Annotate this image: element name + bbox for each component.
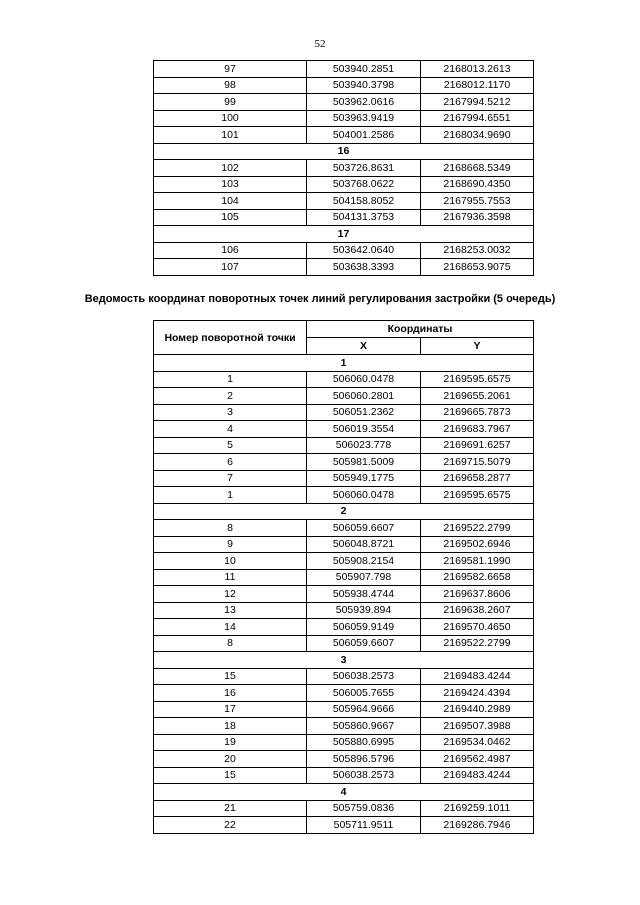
y-coordinate-cell: 2169507.3988 — [421, 718, 534, 735]
y-coordinate-cell: 2169691.6257 — [421, 437, 534, 454]
x-coordinate-cell: 504131.3753 — [307, 209, 421, 226]
table-row — [154, 470, 534, 487]
table-row — [154, 209, 534, 226]
table-row — [154, 437, 534, 454]
table-row — [154, 635, 534, 652]
point-number-cell: 17 — [154, 701, 307, 718]
y-coordinate-cell: 2169658.2877 — [421, 470, 534, 487]
table-row — [154, 586, 534, 603]
x-coordinate-cell: 506059.9149 — [307, 619, 421, 636]
table-row — [154, 536, 534, 553]
point-number-cell: 9 — [154, 536, 307, 553]
y-coordinate-cell: 2167994.5212 — [421, 94, 534, 111]
table-row — [154, 553, 534, 570]
point-number-cell: 12 — [154, 586, 307, 603]
table-row — [154, 160, 534, 177]
table-row — [154, 77, 534, 94]
point-number-cell: 100 — [154, 110, 307, 127]
x-coordinate-cell: 505949.1775 — [307, 470, 421, 487]
table-row — [154, 668, 534, 685]
table-row — [154, 602, 534, 619]
group-label: 4 — [154, 784, 534, 801]
x-coordinate-cell: 503642.0640 — [307, 242, 421, 259]
table-row — [154, 718, 534, 735]
point-number-cell: 2 — [154, 388, 307, 405]
group-label: 3 — [154, 652, 534, 669]
y-coordinate-cell: 2167994.6551 — [421, 110, 534, 127]
group-row — [154, 784, 534, 801]
x-coordinate-cell: 505907.798 — [307, 569, 421, 586]
x-coordinate-cell: 506038.2573 — [307, 767, 421, 784]
table-row — [154, 193, 534, 210]
header-y: Y — [421, 338, 534, 355]
x-coordinate-cell: 505908.2154 — [307, 553, 421, 570]
y-coordinate-cell: 2167936.3598 — [421, 209, 534, 226]
table-row — [154, 487, 534, 504]
table-row — [154, 701, 534, 718]
group-row — [154, 355, 534, 372]
x-coordinate-cell: 503962.0616 — [307, 94, 421, 111]
point-number-cell: 16 — [154, 685, 307, 702]
table-row — [154, 751, 534, 768]
point-number-cell: 15 — [154, 767, 307, 784]
x-coordinate-cell: 506048.8721 — [307, 536, 421, 553]
table-row — [154, 800, 534, 817]
table-row — [154, 767, 534, 784]
point-number-cell: 105 — [154, 209, 307, 226]
x-coordinate-cell: 506059.6607 — [307, 520, 421, 537]
group-label: 17 — [154, 226, 534, 243]
group-row — [154, 226, 534, 243]
point-number-cell: 8 — [154, 635, 307, 652]
table-row — [154, 520, 534, 537]
x-coordinate-cell: 505759.0836 — [307, 800, 421, 817]
point-number-cell: 6 — [154, 454, 307, 471]
x-coordinate-cell: 503940.2851 — [307, 61, 421, 78]
y-coordinate-cell: 2169286.7946 — [421, 817, 534, 834]
point-number-cell: 21 — [154, 800, 307, 817]
table-row — [154, 61, 534, 78]
point-number-cell: 13 — [154, 602, 307, 619]
point-number-cell: 104 — [154, 193, 307, 210]
coordinates-table — [153, 320, 534, 834]
x-coordinate-cell: 505981.5009 — [307, 454, 421, 471]
table-row — [154, 110, 534, 127]
point-number-cell: 97 — [154, 61, 307, 78]
y-coordinate-cell: 2169522.2799 — [421, 635, 534, 652]
x-coordinate-cell: 505880.6995 — [307, 734, 421, 751]
table-row — [154, 371, 534, 388]
y-coordinate-cell: 2169637.8606 — [421, 586, 534, 603]
group-label: 2 — [154, 503, 534, 520]
header-x: X — [307, 338, 421, 355]
x-coordinate-cell: 506060.0478 — [307, 371, 421, 388]
y-coordinate-cell: 2169683.7967 — [421, 421, 534, 438]
y-coordinate-cell: 2169259.1011 — [421, 800, 534, 817]
x-coordinate-cell: 506019.3554 — [307, 421, 421, 438]
x-coordinate-cell: 504001.2586 — [307, 127, 421, 144]
table-header-row — [154, 321, 534, 338]
point-number-cell: 8 — [154, 520, 307, 537]
table-row — [154, 176, 534, 193]
x-coordinate-cell: 506060.2801 — [307, 388, 421, 405]
table-row — [154, 94, 534, 111]
x-coordinate-cell: 503963.9419 — [307, 110, 421, 127]
x-coordinate-cell: 503638.3393 — [307, 259, 421, 276]
point-number-cell: 102 — [154, 160, 307, 177]
x-coordinate-cell: 503768.0622 — [307, 176, 421, 193]
y-coordinate-cell: 2168013.2613 — [421, 61, 534, 78]
y-coordinate-cell: 2167955.7553 — [421, 193, 534, 210]
x-coordinate-cell: 505964.9666 — [307, 701, 421, 718]
point-number-cell: 5 — [154, 437, 307, 454]
point-number-cell: 101 — [154, 127, 307, 144]
y-coordinate-cell: 2169595.6575 — [421, 371, 534, 388]
group-row — [154, 503, 534, 520]
x-coordinate-cell: 506038.2573 — [307, 668, 421, 685]
group-row — [154, 652, 534, 669]
point-number-cell: 22 — [154, 817, 307, 834]
table-row — [154, 127, 534, 144]
point-number-cell: 98 — [154, 77, 307, 94]
group-label: 16 — [154, 143, 534, 160]
x-coordinate-cell: 505938.4744 — [307, 586, 421, 603]
point-number-cell: 4 — [154, 421, 307, 438]
y-coordinate-cell: 2169424.4394 — [421, 685, 534, 702]
table-row — [154, 619, 534, 636]
header-coordinates: Координаты — [307, 321, 534, 338]
x-coordinate-cell: 505939.894 — [307, 602, 421, 619]
y-coordinate-cell: 2169562.4987 — [421, 751, 534, 768]
section-title: Ведомость координат поворотных точек линий регулирования застройки (5 очередь) — [84, 293, 556, 305]
y-coordinate-cell: 2169581.1990 — [421, 553, 534, 570]
x-coordinate-cell: 506005.7655 — [307, 685, 421, 702]
coordinates-table-continued — [153, 60, 534, 276]
point-number-cell: 20 — [154, 751, 307, 768]
y-coordinate-cell: 2169715.5079 — [421, 454, 534, 471]
y-coordinate-cell: 2169570.4650 — [421, 619, 534, 636]
header-point-number: Номер поворотной точки — [154, 321, 307, 355]
y-coordinate-cell: 2169655.2061 — [421, 388, 534, 405]
x-coordinate-cell: 505860.9667 — [307, 718, 421, 735]
y-coordinate-cell: 2168012.1170 — [421, 77, 534, 94]
x-coordinate-cell: 505711.9511 — [307, 817, 421, 834]
page-number: 52 — [314, 38, 326, 50]
point-number-cell: 106 — [154, 242, 307, 259]
point-number-cell: 99 — [154, 94, 307, 111]
point-number-cell: 1 — [154, 371, 307, 388]
x-coordinate-cell: 504158.8052 — [307, 193, 421, 210]
table-row — [154, 454, 534, 471]
table-row — [154, 388, 534, 405]
point-number-cell: 3 — [154, 404, 307, 421]
y-coordinate-cell: 2169502.6946 — [421, 536, 534, 553]
y-coordinate-cell: 2168253.0032 — [421, 242, 534, 259]
group-row — [154, 143, 534, 160]
table-row — [154, 734, 534, 751]
y-coordinate-cell: 2169483.4244 — [421, 668, 534, 685]
point-number-cell: 18 — [154, 718, 307, 735]
point-number-cell: 14 — [154, 619, 307, 636]
table-row — [154, 421, 534, 438]
point-number-cell: 7 — [154, 470, 307, 487]
y-coordinate-cell: 2169522.2799 — [421, 520, 534, 537]
x-coordinate-cell: 503726.8631 — [307, 160, 421, 177]
y-coordinate-cell: 2169595.6575 — [421, 487, 534, 504]
y-coordinate-cell: 2168690.4350 — [421, 176, 534, 193]
table-row — [154, 569, 534, 586]
group-label: 1 — [154, 355, 534, 372]
table-row — [154, 242, 534, 259]
point-number-cell: 10 — [154, 553, 307, 570]
x-coordinate-cell: 506023.778 — [307, 437, 421, 454]
point-number-cell: 103 — [154, 176, 307, 193]
x-coordinate-cell: 503940.3798 — [307, 77, 421, 94]
table-row — [154, 404, 534, 421]
point-number-cell: 1 — [154, 487, 307, 504]
point-number-cell: 11 — [154, 569, 307, 586]
x-coordinate-cell: 506051.2362 — [307, 404, 421, 421]
y-coordinate-cell: 2169534.0462 — [421, 734, 534, 751]
y-coordinate-cell: 2169638.2607 — [421, 602, 534, 619]
x-coordinate-cell: 505896.5796 — [307, 751, 421, 768]
table-row — [154, 259, 534, 276]
y-coordinate-cell: 2169582.6658 — [421, 569, 534, 586]
y-coordinate-cell: 2169483.4244 — [421, 767, 534, 784]
point-number-cell: 19 — [154, 734, 307, 751]
table-row — [154, 817, 534, 834]
y-coordinate-cell: 2168668.5349 — [421, 160, 534, 177]
table-row — [154, 685, 534, 702]
y-coordinate-cell: 2168653.9075 — [421, 259, 534, 276]
y-coordinate-cell: 2169440.2989 — [421, 701, 534, 718]
point-number-cell: 107 — [154, 259, 307, 276]
y-coordinate-cell: 2168034.9690 — [421, 127, 534, 144]
y-coordinate-cell: 2169665.7873 — [421, 404, 534, 421]
x-coordinate-cell: 506060.0478 — [307, 487, 421, 504]
point-number-cell: 15 — [154, 668, 307, 685]
x-coordinate-cell: 506059.6607 — [307, 635, 421, 652]
